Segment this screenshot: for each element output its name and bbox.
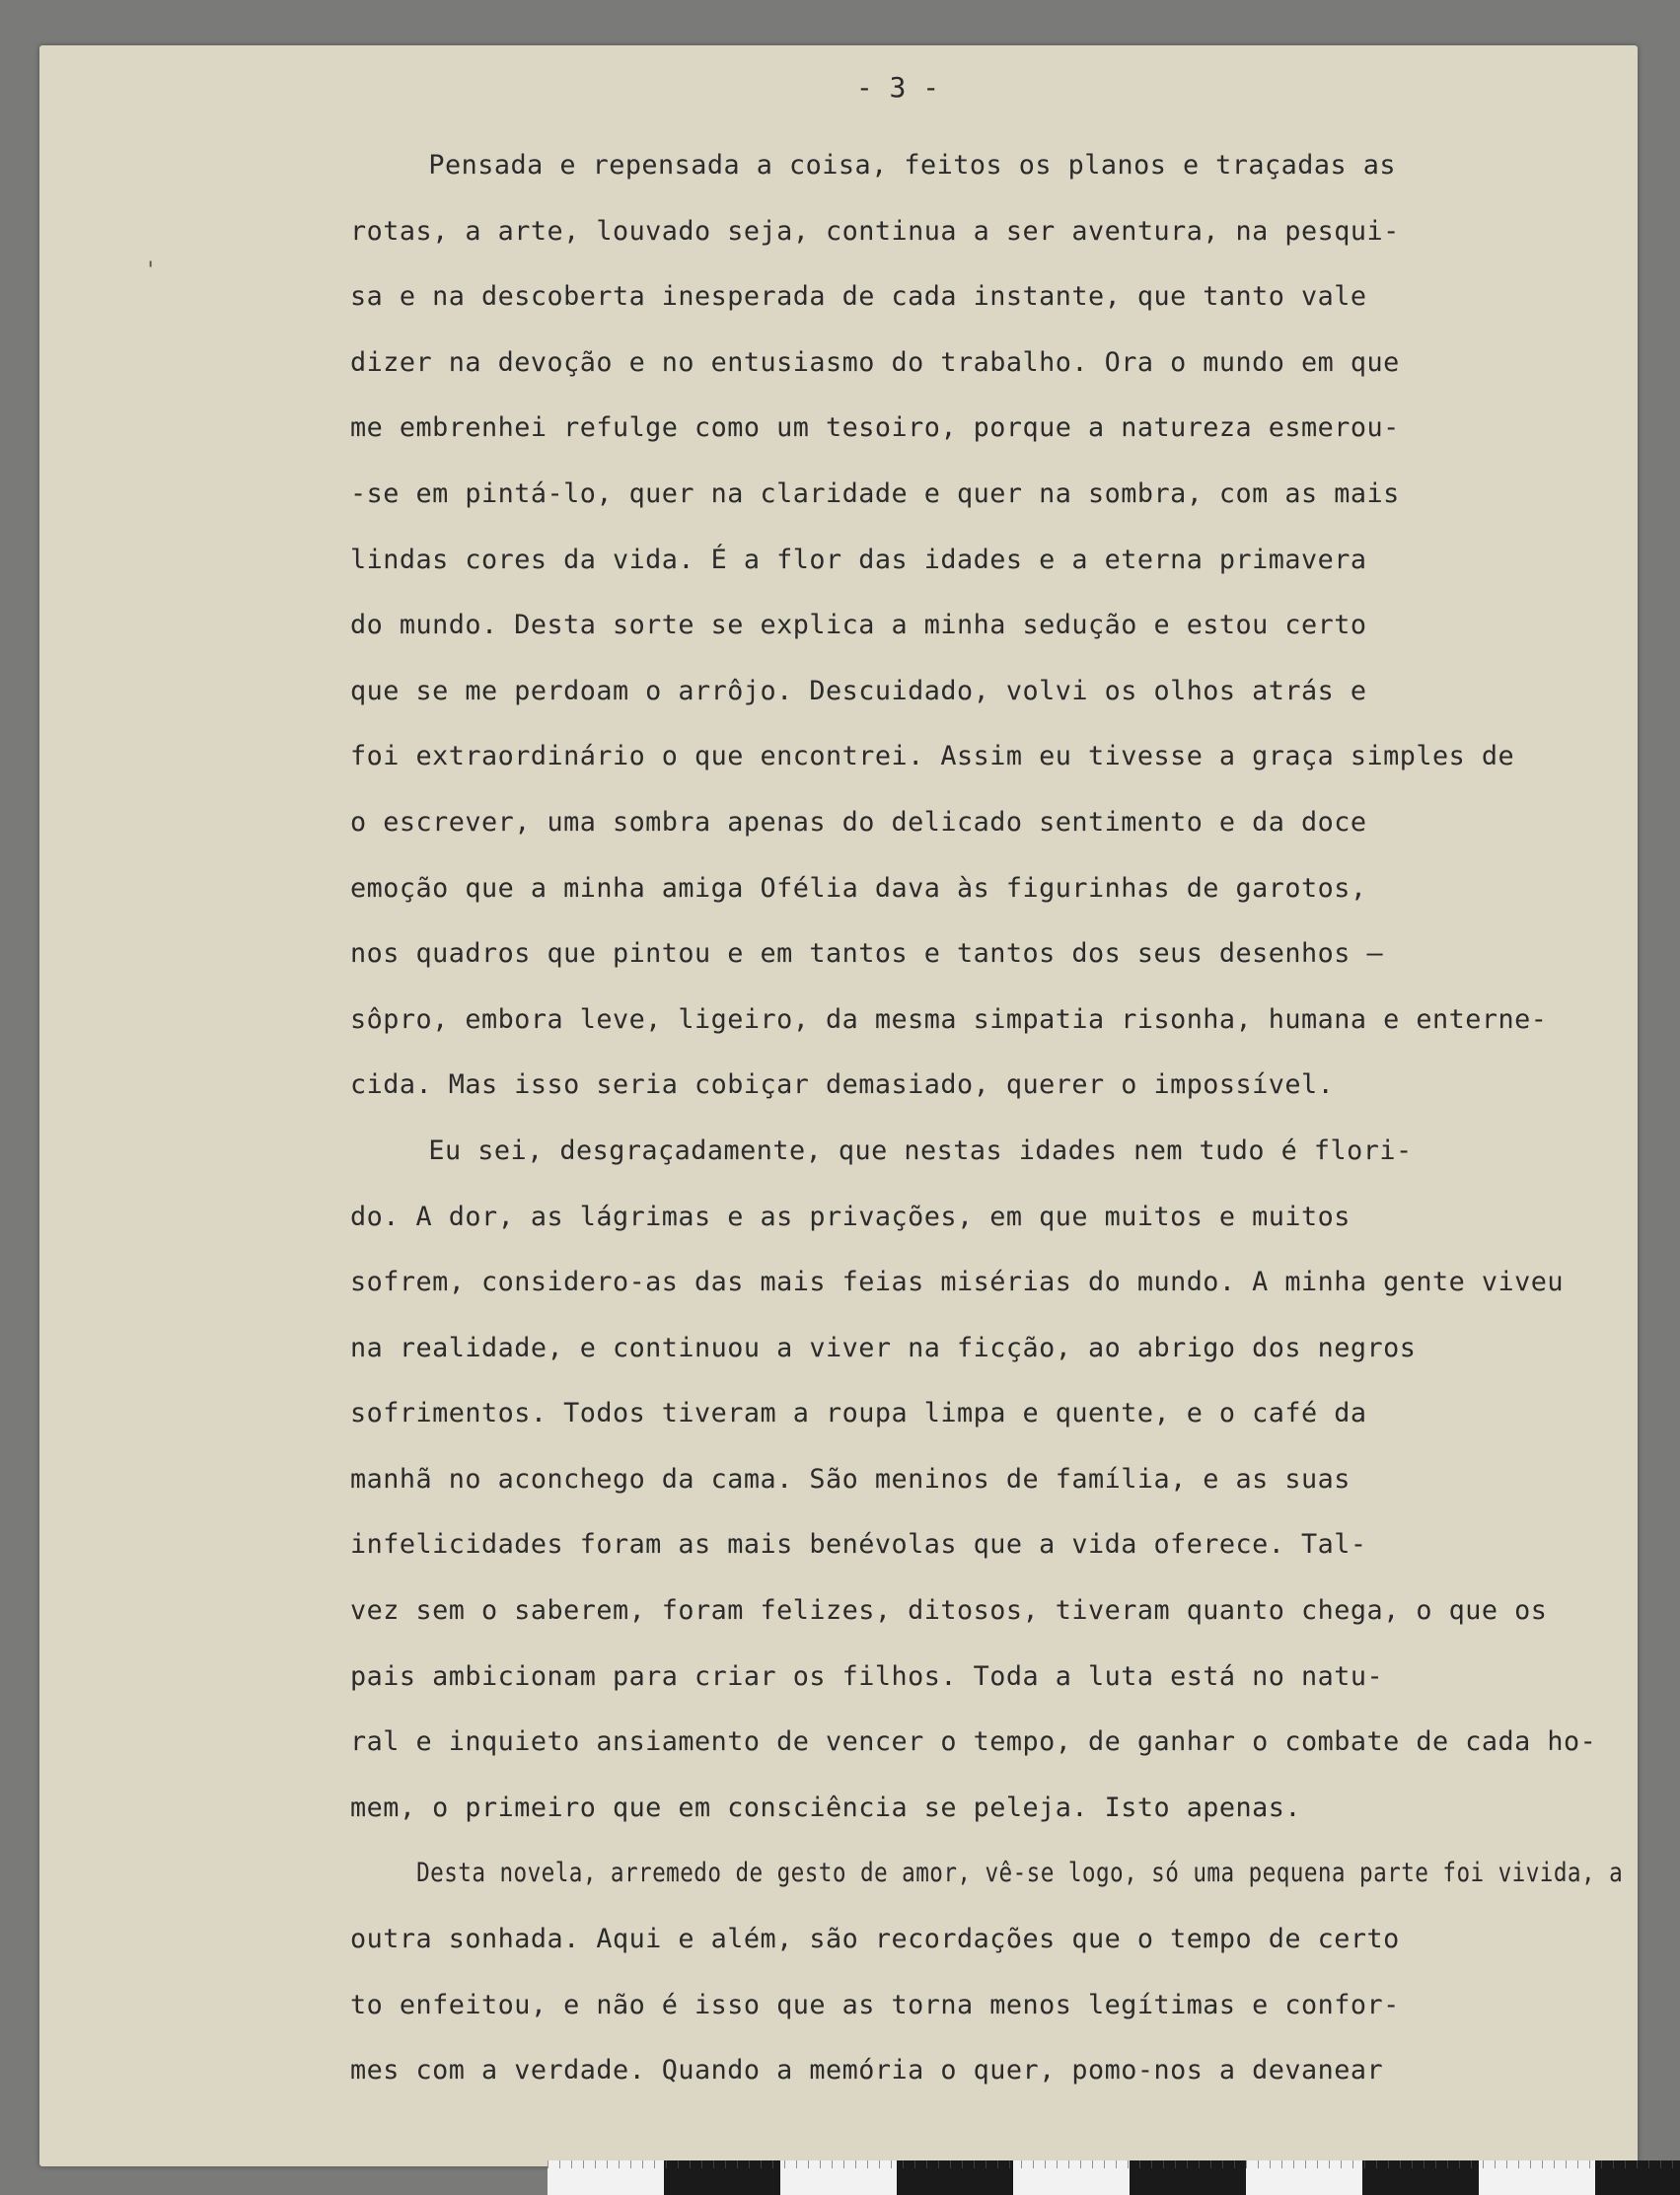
text-line: Desta novela, arremedo de gesto de amor, vê-se logo, só uma pequena parte foi vivida, a	[416, 1858, 1624, 1889]
text-line: o escrever, uma sombra apenas do delicado sentimento e da doce	[350, 806, 1367, 838]
text-line: sofrem, considero-as das mais feias misérias do mundo. A minha gente viveu	[350, 1267, 1564, 1298]
text-line: outra sonhada. Aqui e além, são recordações que o tempo de certo	[350, 1924, 1400, 1955]
text-line: to enfeitou, e não é isso que as torna menos legítimas e confor-	[350, 1989, 1400, 2020]
text-line: infelicidades foram as mais benévolas que a vida oferece. Tal-	[350, 1529, 1367, 1561]
text-line: que se me perdoam o arrôjo. Descuidado, volvi os olhos atrás e	[350, 675, 1367, 706]
text-line: do mundo. Desta sorte se explica a minha sedução e estou certo	[350, 610, 1367, 641]
text-line: na realidade, e continuou a viver na ficção, ao abrigo dos negros	[350, 1332, 1417, 1363]
text-line: sa e na descoberta inesperada de cada instante, que tanto vale	[350, 281, 1367, 313]
text-line: dizer na devoção e no entusiasmo do trabalho. Ora o mundo em que	[350, 346, 1400, 378]
text-line: manhã no aconchego da cama. São meninos de família, e as suas	[350, 1463, 1351, 1495]
scale-ruler-ticks	[548, 2160, 1680, 2168]
text-line: nos quadros que pintou e em tantos e tantos dos seus desenhos —	[350, 938, 1384, 970]
text-line: -se em pintá-lo, quer na claridade e quer na sombra, com as mais	[350, 477, 1400, 509]
text-line: sôpro, embora leve, ligeiro, da mesma simpatia risonha, humana e enterne-	[350, 1003, 1548, 1035]
text-line: foi extraordinário o que encontrei. Assim eu tivesse a graça simples de	[350, 741, 1515, 772]
text-line: lindas cores da vida. É a flor das idades e a eterna primavera	[350, 544, 1367, 575]
text-line: mes com a verdade. Quando a memória o quer, pomo-nos a devanear	[350, 2055, 1384, 2086]
text-line: mem, o primeiro que em consciência se peleja. Isto apenas.	[350, 1792, 1302, 1823]
text-line: Eu sei, desgraçadamente, que nestas idades nem tudo é flori-	[428, 1134, 1413, 1166]
text-line: vez sem o saberem, foram felizes, ditosos, tiveram quanto chega, o que os	[350, 1595, 1548, 1627]
text-line: do. A dor, as lágrimas e as privações, em que muitos e muitos	[350, 1201, 1351, 1232]
text-line: cida. Mas isso seria cobiçar demasiado, querer o impossível.	[350, 1069, 1335, 1101]
text-line: emoção que a minha amiga Ofélia dava às figurinhas de garotos,	[350, 872, 1367, 904]
text-line: me embrenhei refulge como um tesoiro, porque a natureza esmerou-	[350, 412, 1400, 444]
text-line: sofrimentos. Todos tiveram a roupa limpa e quente, e o café da	[350, 1398, 1367, 1429]
text-line: pais ambicionam para criar os filhos. Toda a luta está no natu-	[350, 1660, 1384, 1692]
page-number: - 3 -	[855, 71, 940, 104]
text-line: rotas, a arte, louvado seja, continua a ser aventura, na pesqui-	[350, 215, 1400, 247]
margin-mark: '	[144, 258, 158, 283]
text-line: ral e inquieto ansiamento de vencer o tempo, de ganhar o combate de cada ho-	[350, 1726, 1597, 1758]
text-line: Pensada e repensada a coisa, feitos os planos e traçadas as	[428, 150, 1397, 181]
typed-body-text	[350, 133, 1633, 2104]
